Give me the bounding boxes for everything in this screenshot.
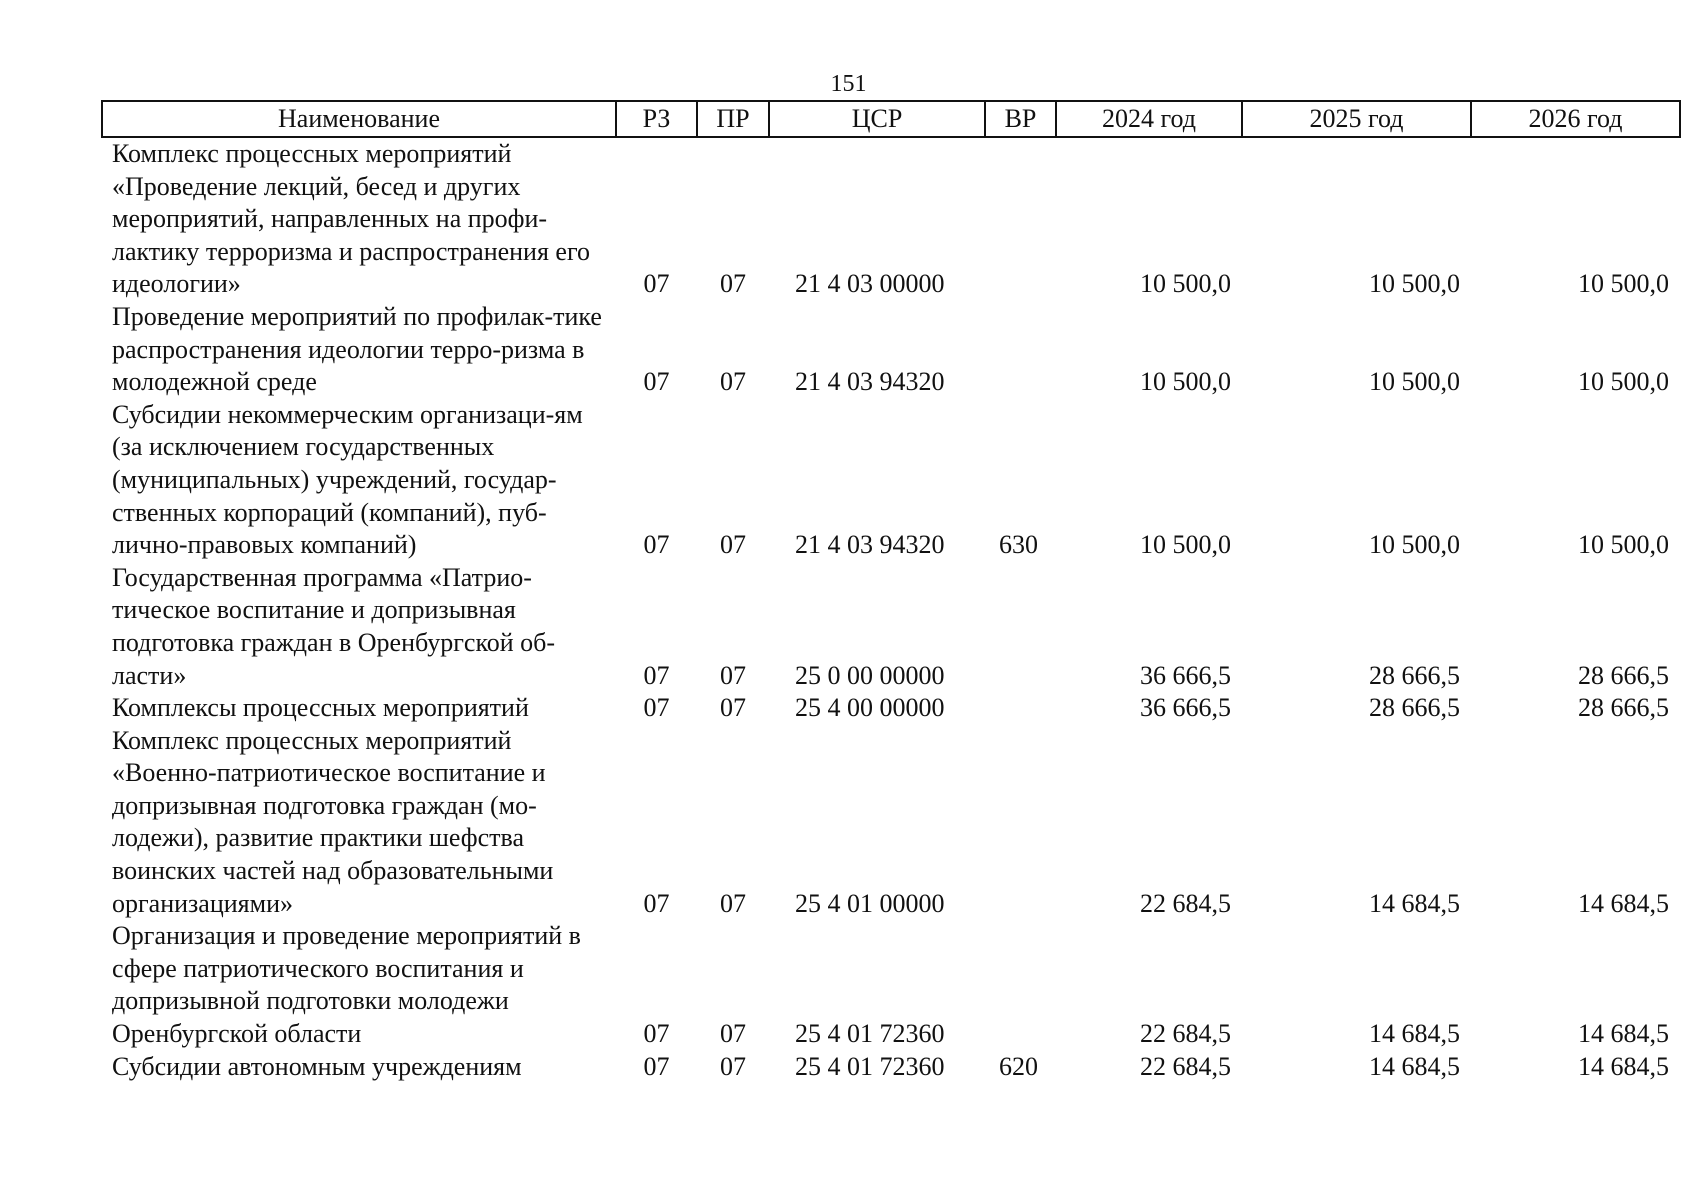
- row-rz: 07: [643, 367, 670, 397]
- row-2025: 10 500,0: [1369, 269, 1460, 299]
- row-2026: 28 666,5: [1578, 660, 1669, 690]
- row-2024: 10 500,0: [1140, 530, 1231, 560]
- row-vr: 620: [999, 1051, 1038, 1081]
- row-2025: 10 500,0: [1369, 530, 1460, 560]
- row-2026: 14 684,5: [1578, 888, 1669, 918]
- row-pr: 07: [720, 660, 746, 690]
- row-pr: 07: [720, 693, 746, 723]
- row-name: Организация и проведение мероприятий в сфере патриотического воспитания и допризывной подготовки молодежи Оренбургской области: [112, 921, 581, 1049]
- row-rz: 07: [643, 660, 670, 690]
- row-2024: 36 666,5: [1140, 693, 1231, 723]
- row-name: Государственная программа «Патрио-тическое воспитание и допризывная подготовка граждан в Оренбургской об-ласти»: [112, 562, 556, 690]
- row-2026: 28 666,5: [1578, 693, 1669, 723]
- row-rz: 07: [643, 888, 670, 918]
- row-2024: 22 684,5: [1140, 888, 1231, 918]
- row-pr: 07: [720, 888, 746, 918]
- row-2025: 28 666,5: [1369, 693, 1460, 723]
- row-2025: 14 684,5: [1369, 1019, 1460, 1049]
- header-vr: ВР: [985, 101, 1056, 137]
- row-2026: 10 500,0: [1578, 367, 1669, 397]
- row-csr: 25 4 00 00000: [795, 693, 945, 723]
- row-2025: 28 666,5: [1369, 660, 1460, 690]
- table-row: [102, 301, 1680, 399]
- table-row: [102, 1051, 1680, 1084]
- row-csr: 25 4 01 72360: [795, 1019, 945, 1049]
- row-rz: 07: [643, 1051, 670, 1081]
- table-header-row: [102, 101, 1680, 137]
- row-2026: 14 684,5: [1578, 1019, 1669, 1049]
- row-csr: 25 4 01 72360: [795, 1051, 945, 1081]
- table-row: [102, 562, 1680, 692]
- row-2024: 10 500,0: [1140, 269, 1231, 299]
- row-vr: [985, 562, 1056, 692]
- row-vr: [985, 692, 1056, 725]
- row-pr: 07: [720, 530, 746, 560]
- row-name: Субсидии некоммерческим организаци-ям (за исключением государственных (муниципальных) учреждений, государ-ственных корпораций (компаний), пуб-лично-правовых компаний): [112, 399, 583, 560]
- row-2026: 10 500,0: [1578, 269, 1669, 299]
- header-2024: 2024 год: [1056, 101, 1242, 137]
- row-name: Комплекс процессных мероприятий «Проведение лекций, бесед и других мероприятий, направленных на профи-лактику терроризма и распространения его идеологии»: [112, 139, 590, 299]
- row-2026: 14 684,5: [1578, 1051, 1669, 1081]
- row-2026: 10 500,0: [1578, 530, 1669, 560]
- row-vr: 630: [999, 530, 1038, 560]
- row-vr: [985, 920, 1056, 1050]
- row-csr: 21 4 03 00000: [795, 269, 945, 299]
- row-2024: 22 684,5: [1140, 1019, 1231, 1049]
- row-csr: 21 4 03 94320: [795, 367, 945, 397]
- table-row: [102, 920, 1680, 1050]
- header-rz: РЗ: [616, 101, 697, 137]
- row-csr: 25 4 01 00000: [795, 888, 945, 918]
- row-name: Комплекс процессных мероприятий «Военно-патриотическое воспитание и допризывная подготовка граждан (мо-лодежи), развитие практики шефства воинских частей над образовательными организациями»: [112, 725, 554, 918]
- row-vr: [985, 301, 1056, 399]
- row-rz: 07: [643, 269, 670, 299]
- row-csr: 21 4 03 94320: [795, 530, 945, 560]
- table-row: [102, 399, 1680, 562]
- header-csr: ЦСР: [769, 101, 985, 137]
- row-rz: 07: [643, 693, 670, 723]
- row-name: Комплексы процессных мероприятий: [112, 693, 529, 723]
- row-vr: [985, 725, 1056, 921]
- row-2025: 14 684,5: [1369, 888, 1460, 918]
- budget-table: [101, 100, 1681, 1083]
- row-2024: 36 666,5: [1140, 660, 1231, 690]
- header-name: Наименование: [102, 101, 616, 137]
- row-2024: 22 684,5: [1140, 1051, 1231, 1081]
- row-name: Субсидии автономным учреждениям: [112, 1051, 522, 1081]
- header-2026: 2026 год: [1471, 101, 1680, 137]
- header-pr: ПР: [697, 101, 769, 137]
- table-row: [102, 725, 1680, 921]
- row-2025: 10 500,0: [1369, 367, 1460, 397]
- row-rz: 07: [643, 1019, 670, 1049]
- row-2024: 10 500,0: [1140, 367, 1231, 397]
- page-number: 151: [830, 71, 867, 97]
- row-pr: 07: [720, 367, 746, 397]
- row-pr: 07: [720, 1051, 746, 1081]
- row-pr: 07: [720, 1019, 746, 1049]
- row-rz: 07: [643, 530, 670, 560]
- row-name: Проведение мероприятий по профилак-тике распространения идеологии терро-ризма в молодежной среде: [112, 301, 602, 397]
- row-vr: [985, 137, 1056, 301]
- row-pr: 07: [720, 269, 746, 299]
- table-row: [102, 137, 1680, 301]
- header-2025: 2025 год: [1242, 101, 1471, 137]
- row-csr: 25 0 00 00000: [795, 660, 945, 690]
- table-row: [102, 692, 1680, 725]
- row-2025: 14 684,5: [1369, 1051, 1460, 1081]
